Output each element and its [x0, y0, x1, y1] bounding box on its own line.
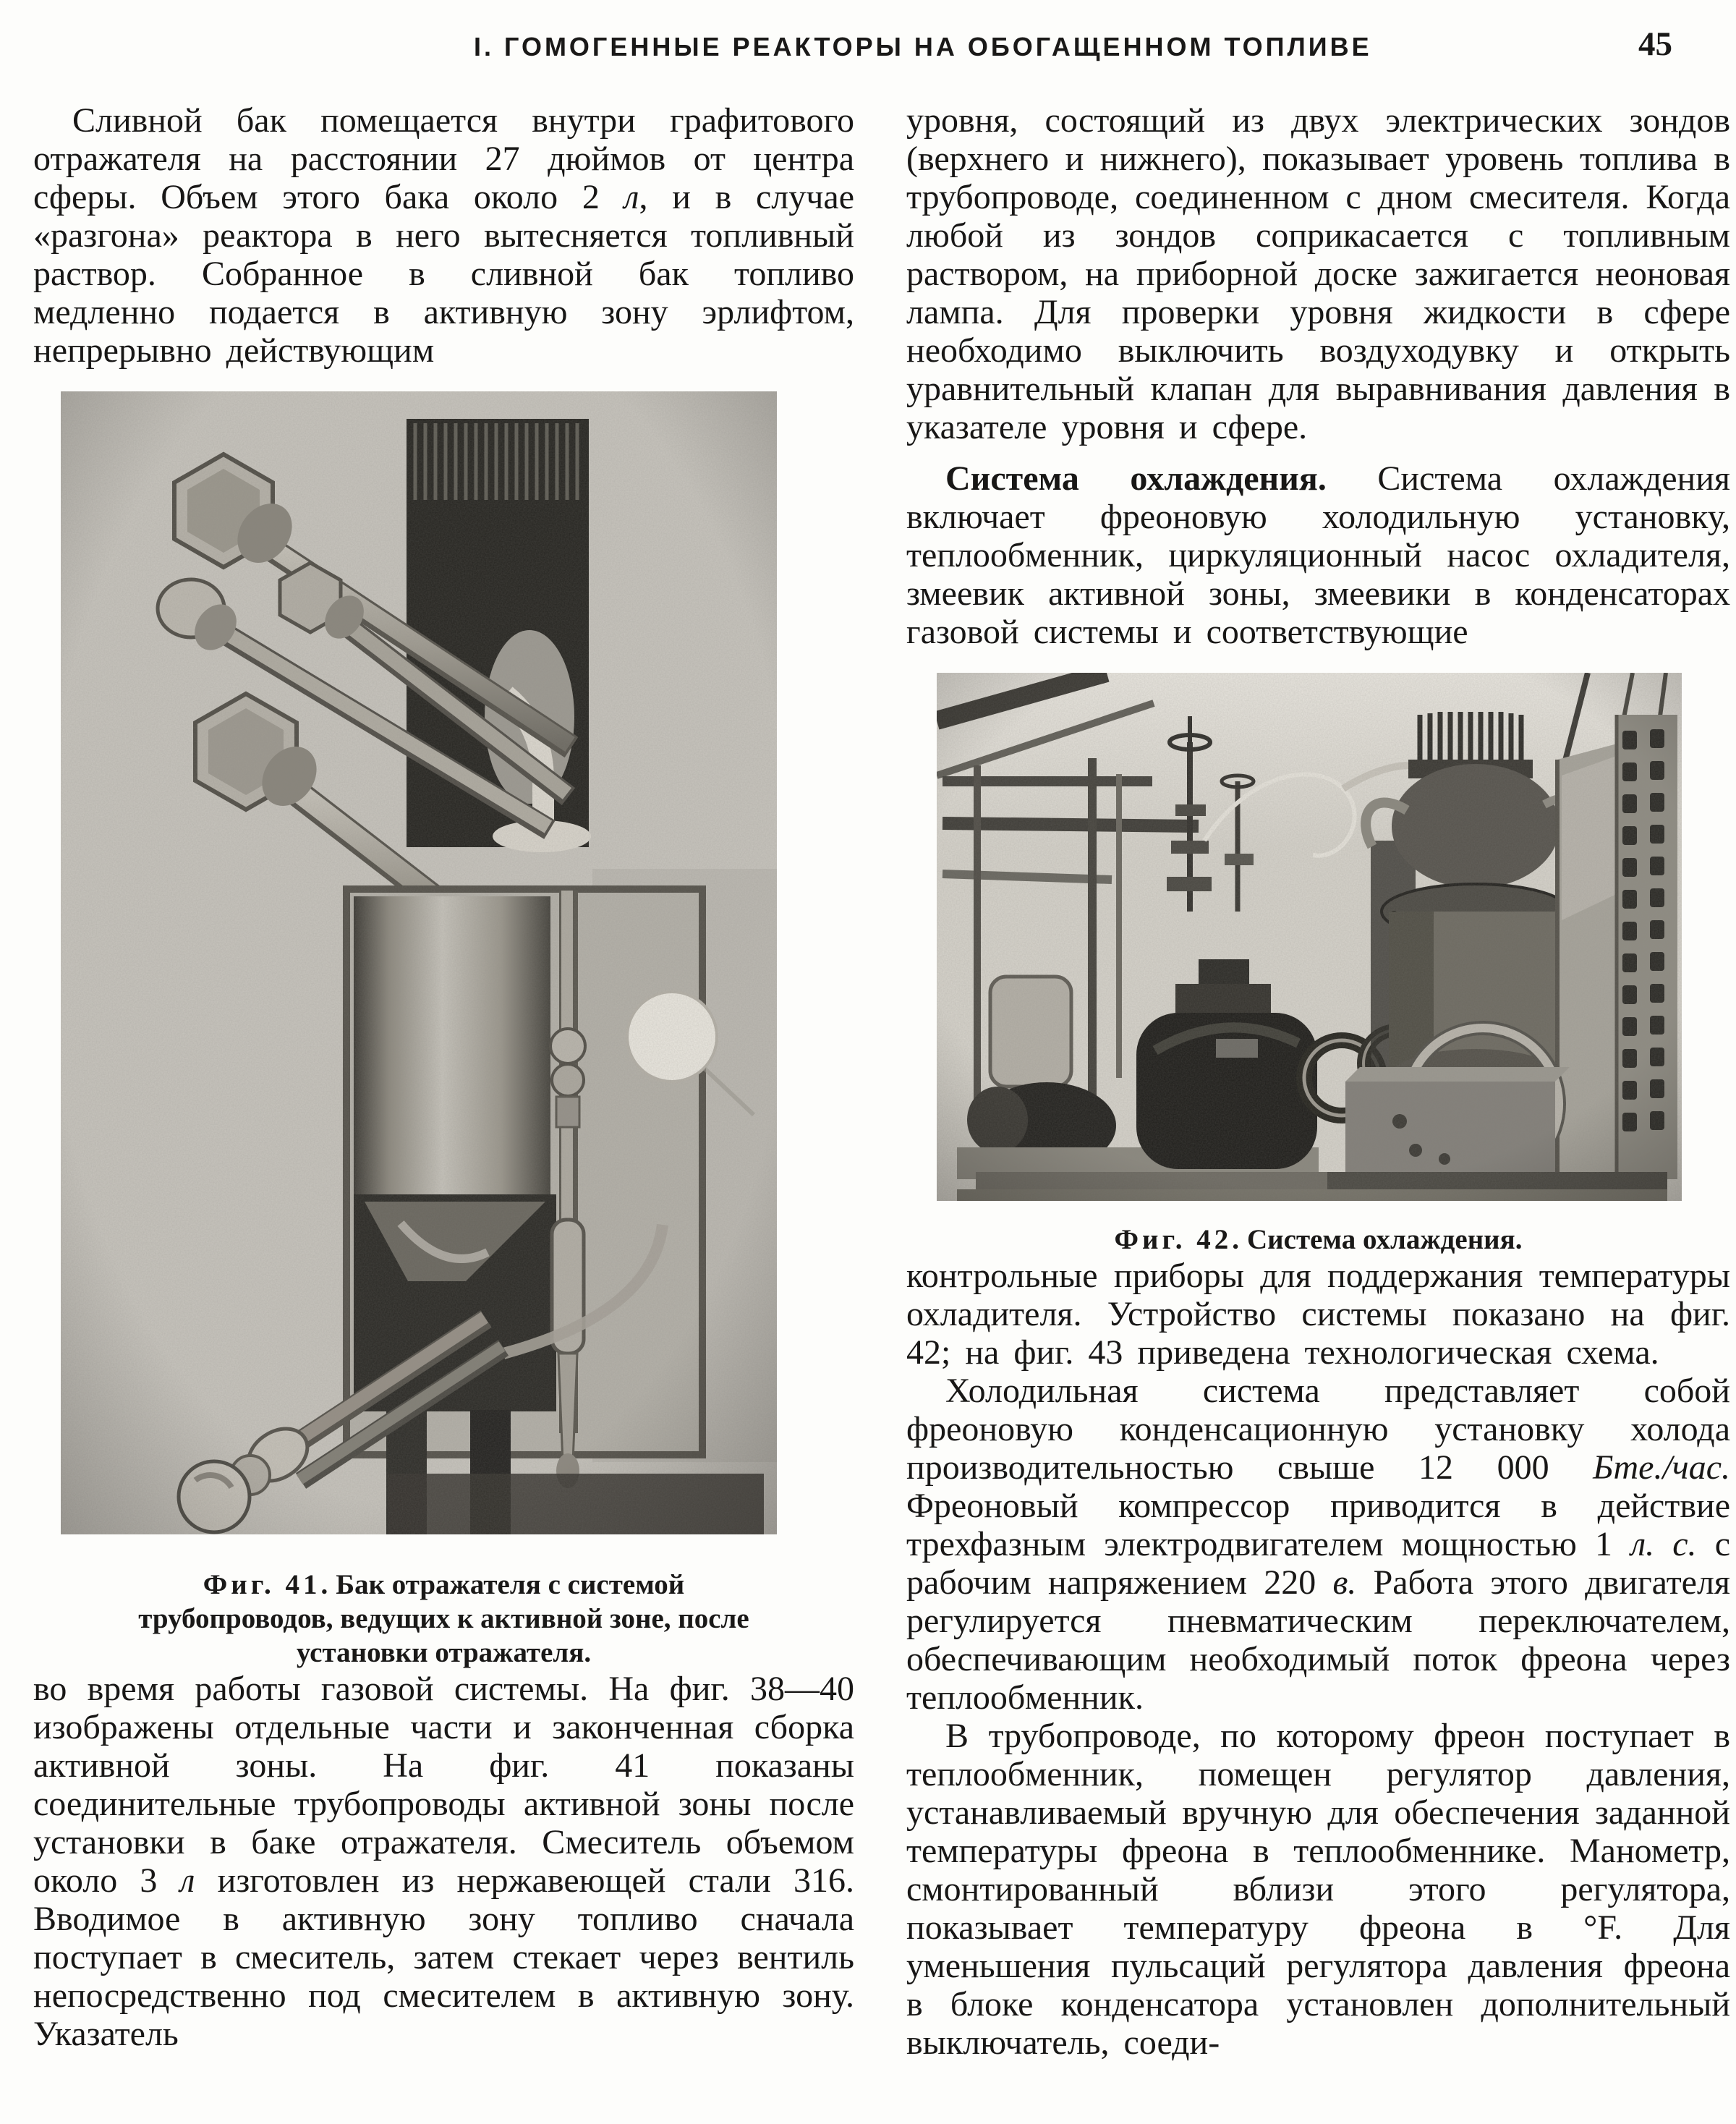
page-number: 45 — [1638, 25, 1672, 63]
figure-42-caption — [921, 1223, 1716, 1257]
figure-42-caption-text: Система охлаждения. — [1247, 1224, 1523, 1255]
figure-42 — [906, 673, 1730, 1257]
paragraph-drain-tank: Сливной бак помещается внутри графитового отражателя на расстоянии 27 дюймов от центра сферы. Объем этого бака около 2 л, и в случае «разгона» реактора в него вытесняется топливный раствор. Собранное в сливной бак топливо медленно подается в активную зону эрлифтом, непрерывно действующим — [33, 101, 855, 370]
figure-41-caption-text: Бак отражателя с системой трубопроводов, ведущих к активной зоне, после установки отражателя. — [138, 1569, 749, 1668]
reflector-tank-photo-illustration — [61, 391, 777, 1534]
page-header — [0, 0, 1736, 87]
figure-42-label: Фиг. 42. — [1114, 1224, 1243, 1255]
figure-41 — [33, 391, 854, 1670]
paragraph-cooling-system: Система охлаждения. Система охлаждения включает фреоновую холодильную установку, теплообменник, циркуляционный насос охладителя, змеевик активной зоны, змеевики в конденсаторах газовой системы и соответствующие — [906, 459, 1731, 651]
figure-42-photo — [937, 673, 1730, 1201]
paragraph-pressure-regulator: В трубопроводе, по которому фреон поступает в теплообменник, помещен регулятор давления, устанавливаемый вручную для обеспечения заданной температуры фреона в теплообменнике. Манометр, смонтированный вблизи этого регулятора, показывает температуру фреона в °F. Для уменьшения пульсаций регулятора давления фреона в блоке конденсатора установлен дополнительный выключатель, соеди- — [906, 1717, 1730, 2062]
paragraph-level-indicator: уровня, состоящий из двух электрических зондов (верхнего и нижнего), показывает уровень топлива в трубопроводе, соединенном с дном смесителя. Когда любой из зондов соприкасается с топливным раствором, на приборной доске зажигается неоновая лампа. Для проверки уровня жидкости в сфере необходимо выключить воздуходувку и открыть уравнительный клапан для выравнивания давления в указателе уровня и сфере. — [906, 101, 1730, 446]
paragraph-gas-system: во время работы газовой системы. На фиг. 38—40 изображены отдельные части и законченная сборка активной зоны. На фиг. 41 показаны соединительные трубопроводы активной зоны после установки в баке отражателя. Смеситель объемом около 3 л изготовлен из нержавеющей стали 316. Вводимое в активную зону топливо сначала поступает в смеситель, затем стекает через вентиль непосредственно под смесителем в активную зону. Указатель — [33, 1670, 855, 2053]
right-column — [906, 101, 1730, 2062]
cooling-system-photo-illustration — [937, 673, 1682, 1201]
paragraph-control-instruments: контрольные приборы для поддержания температуры охладителя. Устройство системы показано на фиг. 42; на фиг. 43 приведена технологическая схема. — [906, 1257, 1730, 1372]
running-header-title: I. ГОМОГЕННЫЕ РЕАКТОРЫ НА ОБОГАЩЕННОМ ТОПЛИВЕ — [474, 32, 1372, 61]
figure-41-label: Фиг. 41. — [203, 1569, 332, 1600]
figure-41-photo — [61, 391, 854, 1534]
figure-41-caption — [119, 1568, 770, 1670]
paragraph-refrigeration-unit: Холодильная система представляет собой фреоновую конденсационную установку холода производительностью свыше 12 000 Бте./час. Фреоновый компрессор приводится в действие трехфазным электродвигателем мощностью 1 л. с. с рабочим напряжением 220 в. Работа этого двигателя регулируется пневматическим переключателем, обеспечивающим необходимый поток фреона через теплообменник. — [906, 1372, 1731, 1717]
left-column — [33, 101, 854, 2053]
two-column-text-block — [33, 101, 1730, 2062]
